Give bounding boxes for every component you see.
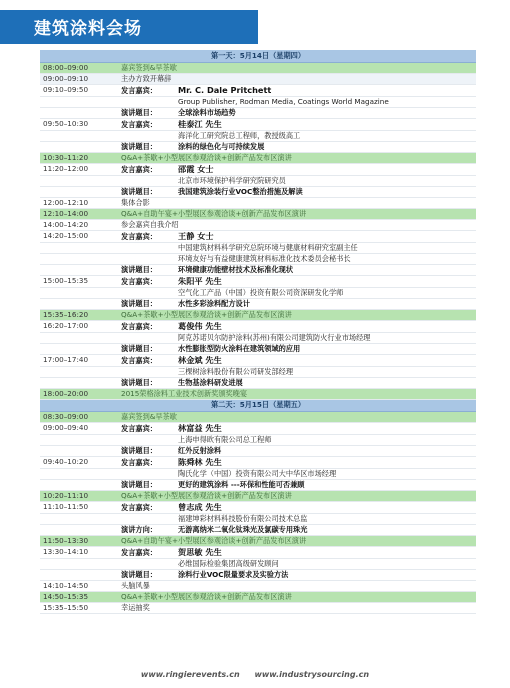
schedule-row xyxy=(40,490,476,501)
schedule-row xyxy=(40,602,476,613)
content-cell xyxy=(118,163,476,175)
content-cell xyxy=(118,107,476,118)
time-cell: 10:20–11:10 xyxy=(40,490,118,501)
session-item: Q&A+茶歇+小型展区参观洽谈+创新产品发布区演讲 xyxy=(118,152,476,163)
schedule-row xyxy=(40,591,476,602)
speaker-name: 陈舜林 先生 xyxy=(178,456,222,467)
time-cell: 15:00–15:35 xyxy=(40,275,118,287)
schedule-row xyxy=(40,434,476,445)
content-cell xyxy=(118,118,476,130)
talk-title: 水性膨胀型防火涂料在建筑领域的应用 xyxy=(178,343,301,353)
schedule-row xyxy=(40,501,476,513)
schedule-row xyxy=(40,309,476,320)
schedule-row xyxy=(40,535,476,546)
speaker-label: 发言嘉宾： xyxy=(121,321,157,331)
speaker-name: 葛俊伟 先生 xyxy=(178,320,222,331)
content-cell xyxy=(118,320,476,332)
topic-label: 演讲题目： xyxy=(121,298,157,308)
topic-label: 演讲题目： xyxy=(121,445,157,455)
time-cell: 14:50–15:35 xyxy=(40,591,118,602)
schedule-row xyxy=(40,524,476,535)
day-heading: 第二天：5月15日（星期五） xyxy=(40,399,476,411)
speaker-label: 发言嘉宾： xyxy=(121,502,157,512)
content-cell xyxy=(118,501,476,513)
schedule-row xyxy=(40,62,476,73)
time-cell xyxy=(40,264,118,275)
schedule-row xyxy=(40,118,476,130)
talk-title: 我国建筑涂装行业VOC整治措施及解读 xyxy=(178,186,303,196)
speaker-detail: 北京市环境保护科学研究院研究员 xyxy=(118,175,476,186)
schedule-row xyxy=(40,298,476,309)
schedule-row xyxy=(40,366,476,377)
speaker-label: 发言嘉宾： xyxy=(121,276,157,286)
speaker-name: 林金斌 先生 xyxy=(178,354,222,365)
session-item: 参会嘉宾自我介绍 xyxy=(118,219,476,230)
time-cell: 11:10–11:50 xyxy=(40,501,118,513)
schedule-row xyxy=(40,152,476,163)
schedule-row xyxy=(40,253,476,264)
session-item: 头脑风暴 xyxy=(118,580,476,591)
time-cell xyxy=(40,513,118,524)
time-cell xyxy=(40,287,118,298)
content-cell xyxy=(118,377,476,388)
time-cell: 11:50–13:30 xyxy=(40,535,118,546)
talk-title: 全球涂料市场趋势 xyxy=(178,107,236,117)
time-cell: 13:30–14:10 xyxy=(40,546,118,558)
time-cell: 08:30–09:00 xyxy=(40,411,118,422)
time-cell xyxy=(40,479,118,490)
content-cell xyxy=(118,84,476,96)
talk-title: 无游离纳米二氧化钛珠光及氯碳专用珠光 xyxy=(178,524,308,534)
talk-title: 生物基涂料研发进展 xyxy=(178,377,243,387)
speaker-name: 林富益 先生 xyxy=(178,422,222,433)
time-cell xyxy=(40,468,118,479)
time-cell: 15:35–16:20 xyxy=(40,309,118,320)
speaker-name: 朱阳平 先生 xyxy=(178,275,222,286)
content-cell xyxy=(118,275,476,287)
schedule-row xyxy=(40,354,476,366)
day-heading-row xyxy=(40,399,476,411)
time-cell: 14:00–14:20 xyxy=(40,219,118,230)
schedule-row xyxy=(40,141,476,152)
speaker-detail: 陶氏化学（中国）投资有限公司大中华区市场经理 xyxy=(118,468,476,479)
topic-label: 演讲题目： xyxy=(121,264,157,274)
time-cell xyxy=(40,186,118,197)
footer-link-ringierevents[interactable]: www.ringierevents.cn xyxy=(140,670,240,679)
time-cell xyxy=(40,569,118,580)
topic-label: 演讲题目： xyxy=(121,107,157,117)
speaker-name: Mr. C. Dale Pritchett xyxy=(178,84,272,95)
content-cell xyxy=(118,546,476,558)
footer xyxy=(0,670,510,679)
time-cell xyxy=(40,96,118,107)
speaker-detail: 必维国际检验集团高级研发顾问 xyxy=(118,558,476,569)
schedule-row xyxy=(40,275,476,287)
time-cell xyxy=(40,377,118,388)
content-cell xyxy=(118,524,476,535)
topic-label: 演讲题目： xyxy=(121,186,157,196)
time-cell xyxy=(40,141,118,152)
topic-label: 演讲方向： xyxy=(121,524,157,534)
time-cell: 09:10–09:50 xyxy=(40,84,118,96)
content-cell xyxy=(118,479,476,490)
content-cell xyxy=(118,354,476,366)
content-cell xyxy=(118,422,476,434)
schedule-row xyxy=(40,320,476,332)
session-item: Q&A+自助午宴+小型展区参观洽谈+创新产品发布区演讲 xyxy=(118,535,476,546)
page-title: 建筑涂料会场 xyxy=(34,19,142,39)
schedule-row xyxy=(40,163,476,175)
time-cell xyxy=(40,253,118,264)
content-cell xyxy=(118,141,476,152)
session-item: 集体合影 xyxy=(118,197,476,208)
time-cell: 16:20–17:00 xyxy=(40,320,118,332)
day-heading: 第一天：5月14日（星期四） xyxy=(40,50,476,62)
topic-label: 演讲题目： xyxy=(121,141,157,151)
speaker-label: 发言嘉宾： xyxy=(121,85,157,95)
content-cell xyxy=(118,445,476,456)
time-cell: 09:00–09:10 xyxy=(40,73,118,84)
schedule-row xyxy=(40,546,476,558)
schedule-row xyxy=(40,377,476,388)
schedule-row xyxy=(40,558,476,569)
time-cell xyxy=(40,434,118,445)
talk-title: 环境健康功能壁材技术及标准化现状 xyxy=(178,264,294,274)
time-cell xyxy=(40,242,118,253)
schedule-row xyxy=(40,332,476,343)
speaker-detail: 三棵树涂料股份有限公司研发部经理 xyxy=(118,366,476,377)
speaker-label: 发言嘉宾： xyxy=(121,119,157,129)
speaker-detail: 环境友好与有益健康建筑材料标准化技术委员会秘书长 xyxy=(118,253,476,264)
content-cell xyxy=(118,456,476,468)
schedule-row xyxy=(40,175,476,186)
time-cell xyxy=(40,332,118,343)
speaker-label: 发言嘉宾： xyxy=(121,355,157,365)
schedule-row xyxy=(40,107,476,118)
time-cell: 18:00–20:00 xyxy=(40,388,118,399)
schedule-row xyxy=(40,197,476,208)
time-cell: 14:10–14:50 xyxy=(40,580,118,591)
time-cell: 15:35–15:50 xyxy=(40,602,118,613)
schedule-row xyxy=(40,468,476,479)
schedule-row xyxy=(40,130,476,141)
schedule-row xyxy=(40,186,476,197)
session-item: 2015荣格涂料工业技术创新奖颁奖晚宴 xyxy=(118,388,476,399)
speaker-detail: 福建坤彩材料科技股份有限公司技术总监 xyxy=(118,513,476,524)
content-cell xyxy=(118,298,476,309)
topic-label: 演讲题目： xyxy=(121,569,157,579)
content-cell xyxy=(118,264,476,275)
time-cell: 12:00–12:10 xyxy=(40,197,118,208)
schedule-row xyxy=(40,343,476,354)
time-cell: 08:00–09:00 xyxy=(40,62,118,73)
time-cell xyxy=(40,343,118,354)
content-cell xyxy=(118,186,476,197)
schedule-row xyxy=(40,219,476,230)
time-cell xyxy=(40,107,118,118)
session-item: 主办方致开幕辞 xyxy=(118,73,476,84)
topic-label: 演讲题目： xyxy=(121,479,157,489)
time-cell: 09:40–10:20 xyxy=(40,456,118,468)
session-item: 嘉宾签到&早茶歇 xyxy=(118,62,476,73)
time-cell: 10:30–11:20 xyxy=(40,152,118,163)
schedule-row xyxy=(40,242,476,253)
schedule-table xyxy=(40,50,476,614)
time-cell: 12:10–14:00 xyxy=(40,208,118,219)
schedule-row xyxy=(40,580,476,591)
speaker-detail: 海洋化工研究院总工程师，教授级高工 xyxy=(118,130,476,141)
speaker-name: 邵霞 女士 xyxy=(178,163,214,174)
schedule-row xyxy=(40,96,476,107)
talk-title: 涂料行业VOC限量要求及实验方法 xyxy=(178,569,289,579)
talk-title: 更好的建筑涂料 ---环保和性能可否兼顾 xyxy=(178,479,305,489)
speaker-detail: 中国建筑材料科学研究总院环境与健康材料研究室副主任 xyxy=(118,242,476,253)
speaker-name: 桂泰江 先生 xyxy=(178,118,222,129)
day-heading-row xyxy=(40,50,476,62)
speaker-detail: 阿克苏诺贝尔防护涂料(苏州)有限公司建筑防火行业市场经理 xyxy=(118,332,476,343)
time-cell: 09:00–09:40 xyxy=(40,422,118,434)
time-cell: 09:50–10:30 xyxy=(40,118,118,130)
time-cell: 11:20–12:00 xyxy=(40,163,118,175)
speaker-detail: 空气化工产品（中国）投资有限公司资深研发化学师 xyxy=(118,287,476,298)
schedule-row xyxy=(40,264,476,275)
schedule-row xyxy=(40,411,476,422)
speaker-label: 发言嘉宾： xyxy=(121,164,157,174)
time-cell xyxy=(40,175,118,186)
speaker-name: 曾志成 先生 xyxy=(178,501,222,512)
time-cell xyxy=(40,558,118,569)
time-cell xyxy=(40,445,118,456)
speaker-detail: Group Publisher, Rodman Media, Coatings World Magazine xyxy=(118,96,476,107)
time-cell xyxy=(40,366,118,377)
session-item: 幸运抽奖 xyxy=(118,602,476,613)
speaker-label: 发言嘉宾： xyxy=(121,457,157,467)
content-cell xyxy=(118,230,476,242)
session-item: Q&A+茶歇+小型展区参观洽谈+创新产品发布区演讲 xyxy=(118,309,476,320)
schedule-row xyxy=(40,422,476,434)
speaker-name: 王静 女士 xyxy=(178,230,214,241)
speaker-name: 贺思敏 先生 xyxy=(178,546,222,557)
speaker-label: 发言嘉宾： xyxy=(121,547,157,557)
time-cell xyxy=(40,524,118,535)
topic-label: 演讲题目： xyxy=(121,377,157,387)
schedule-body xyxy=(40,50,476,613)
schedule-row xyxy=(40,569,476,580)
schedule-row xyxy=(40,456,476,468)
schedule-row xyxy=(40,388,476,399)
schedule-row xyxy=(40,513,476,524)
speaker-label: 发言嘉宾： xyxy=(121,423,157,433)
session-item: 嘉宾签到&早茶歇 xyxy=(118,411,476,422)
talk-title: 涂料的绿色化与可持续发展 xyxy=(178,141,265,151)
session-item: Q&A+茶歇+小型展区参观洽谈+创新产品发布区演讲 xyxy=(118,591,476,602)
schedule-row xyxy=(40,84,476,96)
session-header xyxy=(0,6,510,46)
schedule-row xyxy=(40,287,476,298)
speaker-label: 发言嘉宾： xyxy=(121,231,157,241)
schedule-row xyxy=(40,208,476,219)
session-item: Q&A+茶歇+小型展区参观洽谈+创新产品发布区演讲 xyxy=(118,490,476,501)
time-cell: 14:20–15:00 xyxy=(40,230,118,242)
talk-title: 红外反射涂料 xyxy=(178,445,222,455)
time-cell: 17:00–17:40 xyxy=(40,354,118,366)
speaker-detail: 上海申得欧有限公司总工程师 xyxy=(118,434,476,445)
session-item: Q&A+自助午宴+小型展区参观洽谈+创新产品发布区演讲 xyxy=(118,208,476,219)
schedule-row xyxy=(40,479,476,490)
time-cell xyxy=(40,298,118,309)
schedule-row xyxy=(40,73,476,84)
time-cell xyxy=(40,130,118,141)
schedule-row xyxy=(40,445,476,456)
content-cell xyxy=(118,343,476,354)
schedule-row xyxy=(40,230,476,242)
content-cell xyxy=(118,569,476,580)
topic-label: 演讲题目： xyxy=(121,343,157,353)
footer-link-industrysourcing[interactable]: www.industrysourcing.cn xyxy=(254,670,370,679)
talk-title: 水性多彩涂料配方设计 xyxy=(178,298,250,308)
